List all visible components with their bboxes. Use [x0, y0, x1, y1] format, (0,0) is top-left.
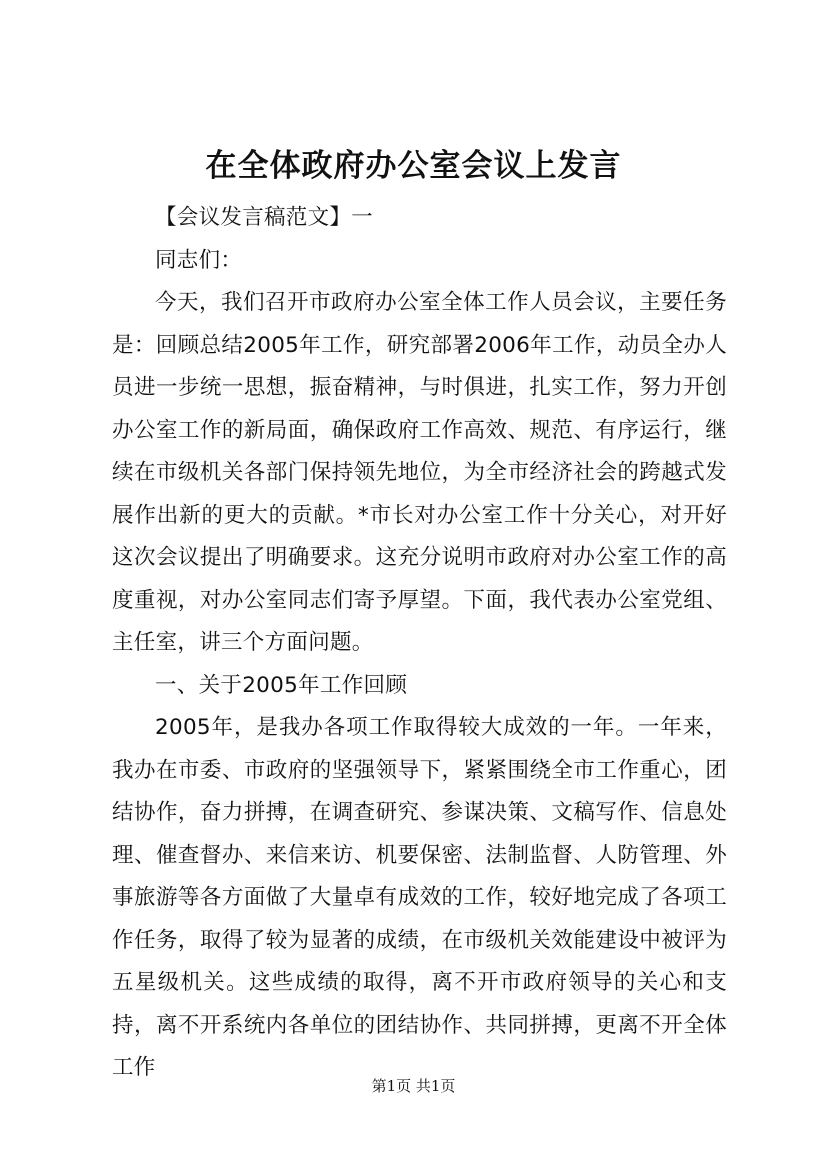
- paragraph-category-tag: 【会议发言稿范文】一: [155, 205, 374, 230]
- paragraph-2005-review: 2005年，是我办各项工作取得较大成效的一年。一年来，我办在市委、市政府的坚强领导下，紧紧围绕全市工作重心，团结协作，奋力拼搏，在调查研究、参谋决策、文稿写作、信息处理、催查督办、来信来访、机要保密、法制监督、人防管理、外事旅游等各方面做了大量卓有成效的工作，较好地完成了各项工作任务，取得了较为显著的成绩，在市级机关效能建设中被评为五星级机关。这些成绩的取得，离不开市政府领导的关心和支持，离不开系统内各单位的团结协作、共同拼搏，更离不开全体工作: [112, 715, 727, 1080]
- paragraph-opening: 今天，我们召开市政府办公室全体工作人员会议，主要任务是：回顾总结2005年工作，研究部署2006年工作，动员全办人员进一步统一思想，振奋精神，与时俱进，扎实工作，努力开创办公室工作的新局面，确保政府工作高效、规范、有序运行，继续在市级机关各部门保持领先地位，为全市经济社会的跨越式发展作出新的更大的贡献。*市长对办公室工作十分关心，对开好这次会议提出了明确要求。这充分说明市政府对办公室工作的高度重视，对办公室同志们寄予厚望。下面，我代表办公室党组、主任室，讲三个方面问题。: [112, 290, 727, 655]
- page-footer: 第1页 共1页: [371, 1077, 456, 1095]
- section-heading-2005-review: 一、关于2005年工作回顾: [155, 672, 408, 698]
- paragraph-salutation: 同志们：: [155, 247, 243, 273]
- document-body: [112, 197, 727, 1090]
- document-title: 在全体政府办公室会议上发言: [205, 148, 622, 184]
